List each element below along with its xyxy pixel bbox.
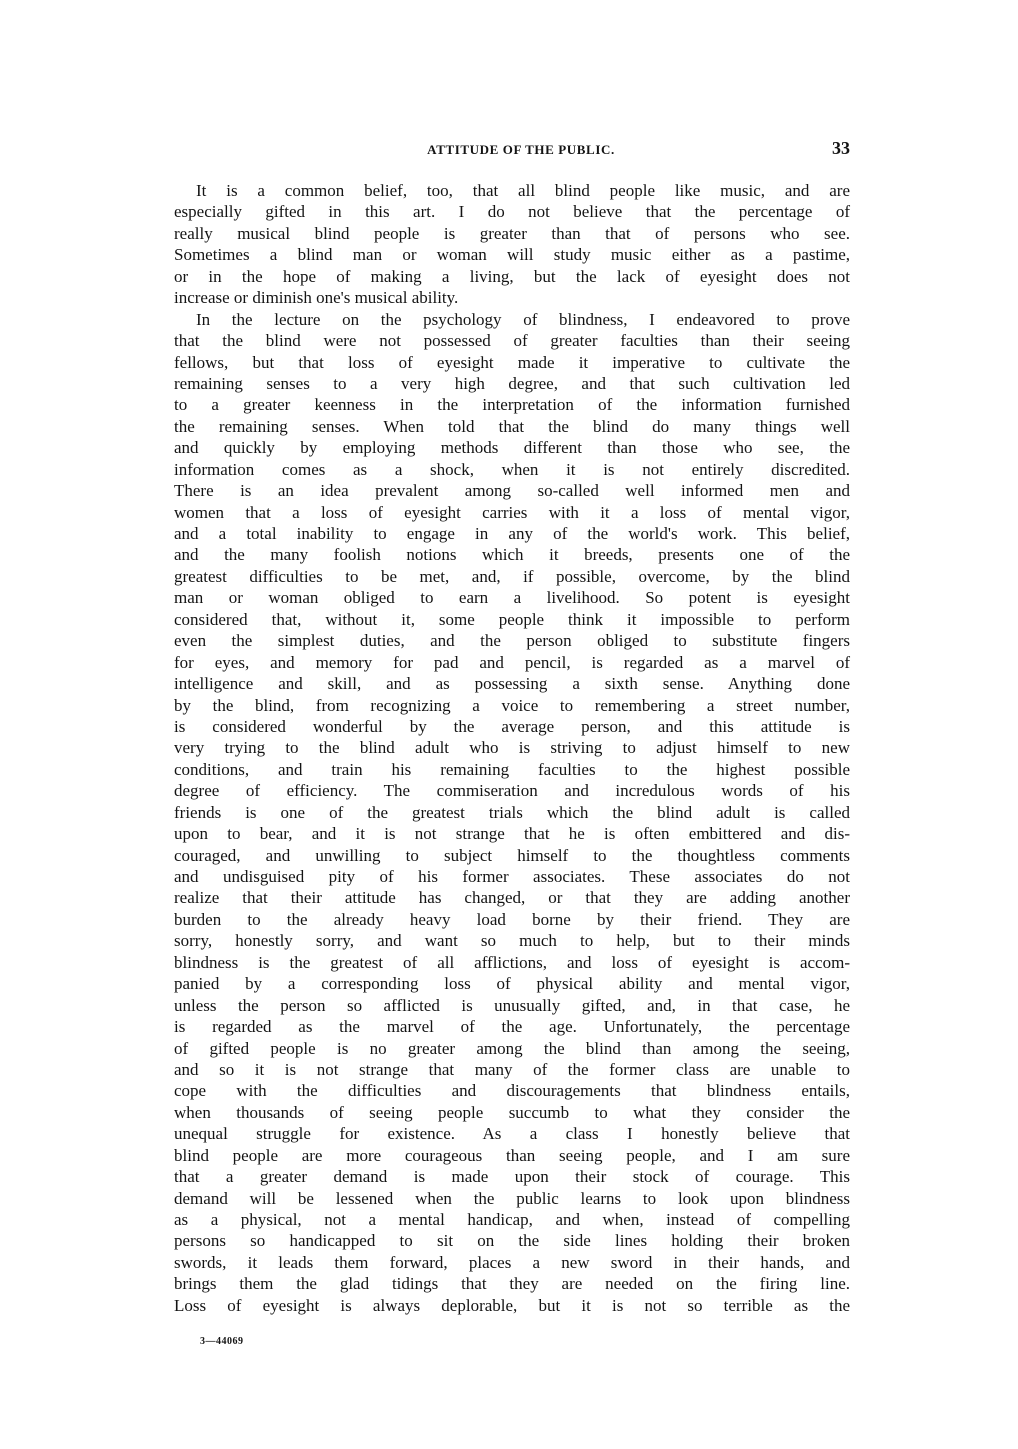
text-line: Sometimes a blind man or woman will study music either as a pastime,: [174, 245, 850, 265]
text-line: blind people are more courageous than seeing people, and I am sure: [174, 1145, 850, 1165]
text-line: greatest difficulties to be met, and, if possible, overcome, by the blind: [174, 566, 850, 586]
text-line: demand will be lessened when the public learns to look upon blindness: [174, 1188, 850, 1208]
text-line: There is an idea prevalent among so-called well informed men and: [174, 481, 850, 501]
text-line: realize that their attitude has changed, or that they are adding another: [174, 888, 850, 908]
text-line: really musical blind people is greater than that of persons who see.: [174, 223, 850, 243]
text-line: to a greater keenness in the interpretation of the information furnished: [174, 395, 850, 415]
text-line: cope with the difficulties and discouragements that blindness entails,: [174, 1081, 850, 1101]
text-line: man or woman obliged to earn a livelihood. So potent is eyesight: [174, 588, 850, 608]
text-line: persons so handicapped to sit on the side lines holding their broken: [174, 1231, 850, 1251]
text-line: burden to the already heavy load borne by their friend. They are: [174, 909, 850, 929]
text-line: even the simplest duties, and the person obliged to substitute fingers: [174, 631, 850, 651]
text-line: Loss of eyesight is always deplorable, but it is not so terrible as the: [174, 1295, 850, 1315]
text-line: brings them the glad tidings that they are needed on the firing line.: [174, 1274, 850, 1294]
text-line: that the blind were not possessed of greater faculties than their seeing: [174, 331, 850, 351]
running-head: [172, 138, 852, 168]
text-line: and quickly by employing methods different than those who see, the: [174, 438, 850, 458]
text-line: very trying to the blind adult who is striving to adjust himself to new: [174, 738, 850, 758]
text-line: couraged, and unwilling to subject himself to the thoughtless comments: [174, 845, 850, 865]
text-line: intelligence and skill, and as possessing a sixth sense. Anything done: [174, 674, 850, 694]
text-line: unless the person so afflicted is unusually gifted, and, in that case, he: [174, 995, 850, 1015]
text-line: or in the hope of making a living, but the lack of eyesight does not: [174, 266, 850, 286]
page-number: 33: [832, 138, 850, 158]
text-line: upon to bear, and it is not strange that he is often embittered and dis-: [174, 824, 850, 844]
text-line: panied by a corresponding loss of physical ability and mental vigor,: [174, 974, 850, 994]
text-line: women that a loss of eyesight carries with it a loss of mental vigor,: [174, 502, 850, 522]
text-line: especially gifted in this art. I do not believe that the percentage of: [174, 202, 850, 222]
text-line: that a greater demand is made upon their stock of courage. This: [174, 1167, 850, 1187]
text-line: unequal struggle for existence. As a class I honestly believe that: [174, 1124, 850, 1144]
text-line: sorry, honestly sorry, and want so much to help, but to their minds: [174, 931, 850, 951]
body-text: [174, 180, 850, 1316]
text-line: is considered wonderful by the average person, and this attitude is: [174, 716, 850, 736]
text-line: when thousands of seeing people succumb to what they consider the: [174, 1102, 850, 1122]
text-line: blindness is the greatest of all afflictions, and loss of eyesight is accom-: [174, 952, 850, 972]
text-line: increase or diminish one's musical ability.: [174, 288, 459, 308]
text-line: and a total inability to engage in any of the world's work. This belief,: [174, 524, 850, 543]
text-line: by the blind, from recognizing a voice to remembering a street number,: [174, 695, 850, 715]
text-line: friends is one of the greatest trials which the blind adult is called: [174, 802, 850, 822]
text-line: and undisguised pity of his former associates. These associates do not: [174, 867, 850, 886]
text-line: fellows, but that loss of eyesight made it imperative to cultivate the: [174, 352, 850, 372]
text-line: considered that, without it, some people think it impossible to perform: [174, 609, 850, 629]
printer-signature-mark: 3—44069: [200, 1336, 244, 1347]
text-line: remaining senses to a very high degree, and that such cultivation led: [174, 373, 850, 393]
text-line: the remaining senses. When told that the blind do many things well: [174, 416, 850, 436]
text-line: for eyes, and memory for pad and pencil, is regarded as a marvel of: [174, 652, 850, 672]
text-line: as a physical, not a mental handicap, and when, instead of compelling: [174, 1210, 850, 1229]
text-line: conditions, and train his remaining faculties to the highest possible: [174, 759, 850, 779]
running-title: ATTITUDE OF THE PUBLIC.: [427, 142, 615, 157]
text-line: degree of efficiency. The commiseration and incredulous words of his: [174, 781, 850, 801]
text-line: of gifted people is no greater among the blind than among the seeing,: [174, 1038, 850, 1058]
text-line: and so it is not strange that many of the former class are unable to: [174, 1059, 850, 1079]
text-line: is regarded as the marvel of the age. Unfortunately, the percentage: [174, 1017, 850, 1037]
text-line: information comes as a shock, when it is not entirely discredited.: [174, 459, 850, 479]
text-line: It is a common belief, too, that all blind people like music, and are: [196, 181, 850, 200]
text-line: In the lecture on the psychology of blindness, I endeavored to prove: [196, 309, 850, 329]
text-line: and the many foolish notions which it breeds, presents one of the: [174, 545, 850, 565]
text-line: swords, it leads them forward, places a new sword in their hands, and: [174, 1252, 850, 1272]
